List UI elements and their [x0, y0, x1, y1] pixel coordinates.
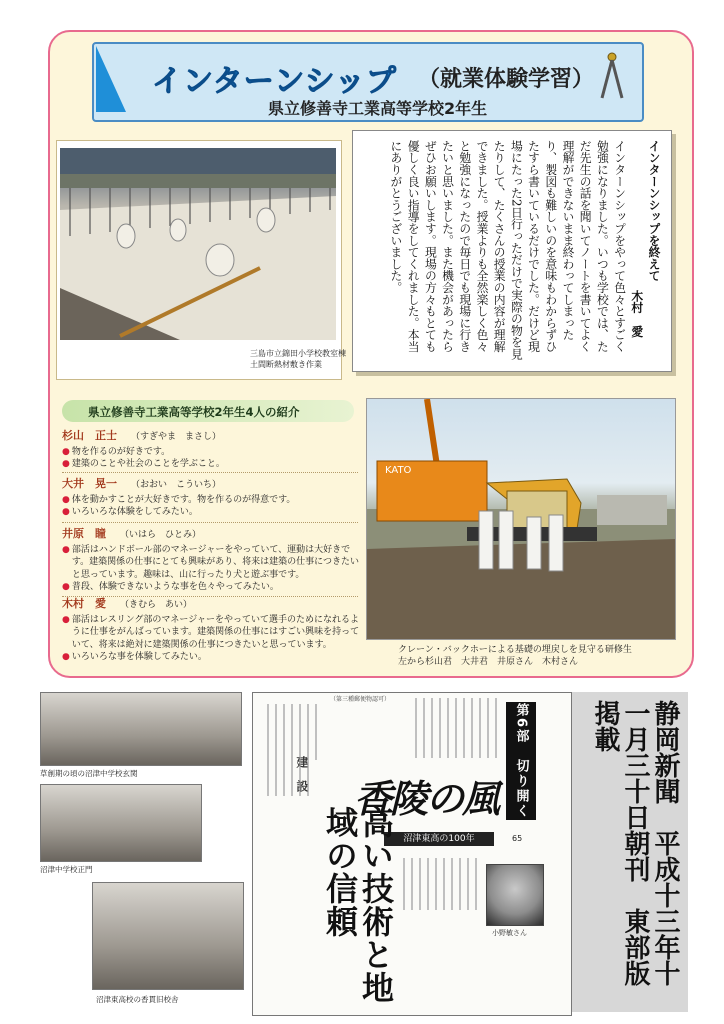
student-name: 井原 瞳 （いはら ひとみ）	[62, 527, 202, 540]
essay-title: インターンシップを終えて	[647, 140, 661, 282]
bullet-icon: ●	[62, 446, 70, 457]
bullet-icon: ●	[62, 652, 70, 662]
bullet-icon: ●	[62, 544, 70, 555]
old-photo-caption: 沼津中学校正門	[40, 865, 93, 874]
essay-text	[366, 140, 662, 364]
column-text-lines	[410, 696, 502, 760]
construction-photo	[60, 148, 336, 340]
student-kana: （いはら ひとみ）	[120, 530, 202, 540]
page-subtitle: （就業体験学習）	[418, 67, 595, 92]
old-photo-gate	[40, 784, 202, 862]
student-line: ● 体を動かすことが大好きです。物を作るのが得意です。	[62, 494, 296, 505]
headline: 高い技術と地域の信頼	[321, 806, 395, 1004]
bullet-icon: ●	[62, 494, 70, 505]
bullet-icon: ●	[62, 614, 70, 625]
essay-author: 木村 愛	[629, 290, 644, 338]
student-line: ● いろいろな体験をしてみたい。	[62, 507, 198, 517]
essay-body: インターンシップをやって色々とすごく勉強になりました。いつも学校では、ただ先生の話を聞いてノートを書いてよく理解ができないまま終わってしまったり、製図も難しいのを意味もわからずひたすら書いているだけでした。だけど現場にたった2日行っただけで実際の物を見たりして、たくさんの授業の内容が理解できました。授業よりも全然楽しく色々と勉強になったので毎日でも現場に行きたいと思いました。また機会があったらぜひお願いします。現場の方々もとても優しく良い指導をしてくれました。本当にありがとうございました。	[388, 140, 627, 360]
student-entry	[62, 430, 362, 471]
column-text-lines	[262, 700, 322, 1000]
series-title: 香陵の風	[354, 776, 499, 821]
student-name: 木村 愛 （きむら あい）	[62, 597, 193, 610]
student-entry	[62, 598, 362, 664]
bullet-icon: ●	[62, 459, 70, 469]
compass-icon	[598, 52, 626, 100]
photo2-caption	[398, 644, 632, 668]
caption-line: 三島市立錦田小学校教室棟	[250, 349, 346, 358]
page-title: インターンシップ	[152, 64, 397, 99]
publication-note: （第三種郵便物認可）	[330, 696, 391, 703]
portrait-caption: 小野敏さん	[492, 929, 527, 937]
photo1-caption	[250, 348, 346, 370]
student-line: ● 部活はハンドボール部のマネージャーをやっていて、運動は大好きです。建築関係の仕事にとても興味があり、将来は建築の仕事につきたいと思っています。趣味は、山に行ったり犬と遊ぶ事です。	[62, 544, 359, 580]
column-text-lines	[398, 856, 482, 912]
student-name: 大井 晃一 （おおい こういち）	[62, 477, 222, 490]
student-line: ● 物を作るのが好きです。	[62, 446, 171, 457]
old-photo-caption: 草創期の頃の沼津中学校玄関	[40, 769, 138, 778]
old-photo-school	[92, 882, 244, 990]
student-kana: （きむら あい）	[120, 600, 193, 610]
bullet-icon: ●	[62, 507, 70, 517]
source-text: 静岡新聞 平成十三年十一月三十日朝刊 東部版掲載	[590, 700, 680, 986]
student-entry	[62, 528, 362, 594]
student-kana: （すぎやま まさし）	[131, 432, 222, 442]
bullet-icon: ●	[62, 582, 70, 592]
old-photo-entrance	[40, 692, 242, 766]
series-subtitle: 沼津東高の100年	[384, 832, 494, 846]
old-photo-caption: 沼津東高校の香貫旧校舎	[96, 995, 179, 1004]
caption-line: 土間断熱材敷き作業	[250, 360, 322, 369]
divider	[62, 472, 358, 473]
intro-heading: 県立修善寺工業高等学校2年生4人の紹介	[88, 405, 300, 419]
school-name: 県立修善寺工業高等学校2年生	[268, 99, 488, 118]
divider	[62, 522, 358, 523]
student-entry	[62, 478, 362, 519]
portrait-photo	[486, 864, 544, 926]
student-name: 杉山 正士 （すぎやま まさし）	[62, 429, 222, 442]
divider	[62, 596, 358, 597]
student-line: ● いろいろな事を体験してみたい。	[62, 652, 207, 662]
triangle-ruler-icon	[96, 46, 126, 112]
section-label: 建 設	[295, 756, 309, 792]
machine-label: KATO	[385, 465, 412, 476]
caption-line: 左から杉山君 大井君 井原さん 木村さん	[398, 657, 579, 667]
student-line: ● 部活はレスリング部のマネージャーをやっていて選手のためになれるように仕事をがんばっています。建築関係の仕事にはすごい興味を持っていて、将来は絶対に建築関係の仕事につきたいと思っています。	[62, 614, 360, 650]
series-number: 65	[512, 834, 523, 843]
student-kana: （おおい こういち）	[131, 480, 222, 490]
student-line: ● 建築のことや社会のことを学ぶこと。	[62, 459, 225, 469]
student-line: ● 普段、体験できないような事を色々やってみたい。	[62, 582, 279, 592]
caption-line: クレーン・バックホーによる基礎の埋戻しを見守る研修生	[398, 645, 632, 655]
series-label: 第6部 切り開く	[506, 702, 536, 820]
site-photo	[366, 398, 676, 640]
